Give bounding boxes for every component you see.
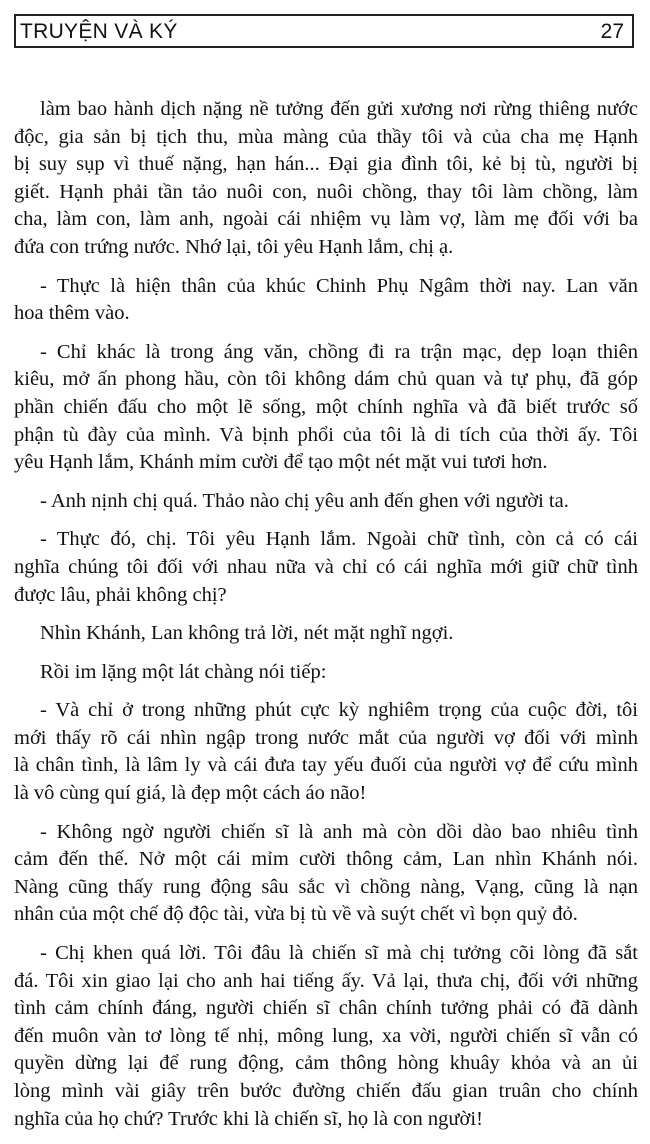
text-line: phận tù đày của mình. Và bịnh phổi của tôi là di tích của thời ấy. Tôi <box>14 423 638 446</box>
paragraph <box>14 697 638 807</box>
text-line: nhân của một chế độ độc tài, vừa bị tù về và suýt chết vì bọn quỷ đỏ. <box>14 903 578 926</box>
text-line: giết. Hạnh phải tần tảo nuôi con, nuôi chồng, thay tôi làm chồng, làm <box>14 180 638 203</box>
text-line: - Không ngờ người chiến sĩ là anh mà còn dồi dào bao nhiêu tình <box>40 820 638 843</box>
paragraph <box>14 96 638 262</box>
page-number: 27 <box>600 20 624 43</box>
text-line: làm bao hành dịch nặng nề tưởng đến gửi xương nơi rừng thiêng nước <box>40 98 638 120</box>
text-line: kiêu, mở ấn phong hầu, còn tôi không dám chủ quan và tự phụ, đã góp <box>14 368 638 391</box>
text-line: được lâu, phải không chị? <box>14 583 227 606</box>
text-line: mới thấy rõ cái nhìn ngập trong nước mắt của người vợ đối với mình <box>14 726 638 749</box>
text-line: nghĩa của họ chứ? Trước khi là chiến sĩ, họ là con người! <box>14 1107 483 1130</box>
text-line: bị suy sụp vì thuế nặng, hạn hán... Đại gia đình tôi, kẻ bị tù, người bị <box>14 153 638 176</box>
running-title: TRUYỆN VÀ KÝ <box>20 20 178 43</box>
text-line: nghĩa chúng tôi đối với nhau nữa và chỉ có cái nghĩa mới giữ chữ tình <box>14 555 638 578</box>
paragraph <box>14 488 638 516</box>
paragraph <box>14 819 638 929</box>
text-line: tình cảm chính đáng, người chiến sĩ chân chính tưởng phải có đã dành <box>14 997 638 1020</box>
text-line: - Thực là hiện thân của khúc Chinh Phụ Ngâm thời nay. Lan văn <box>40 274 638 297</box>
page-body <box>14 96 638 1144</box>
paragraph <box>14 339 638 477</box>
paragraph <box>14 940 638 1133</box>
text-line: Nàng cũng thấy rung động sâu sắc vì chồng nàng, Vạng, cũng là nạn <box>14 875 638 898</box>
text-line: - Chị khen quá lời. Tôi đâu là chiến sĩ mà chị tưởng cõi lòng đã sắt <box>40 942 638 965</box>
text-line: đá. Tôi xin giao lại cho anh hai tiếng ấy. Vả lại, thưa chị, đối với những <box>14 969 638 992</box>
paragraph <box>14 526 638 609</box>
text-line: hoa thêm vào. <box>14 302 130 325</box>
text-line: - Chỉ khác là trong áng văn, chồng đi ra trận mạc, dẹp loạn thiên <box>40 340 638 363</box>
text-line: là chân tình, là lâm ly và cái đưa tay yếu đuối của người vợ để cứu mình <box>14 754 638 777</box>
text-line: Rồi im lặng một lát chàng nói tiếp: <box>40 660 327 683</box>
text-line: - Và chỉ ở trong những phút cực kỳ nghiêm trọng của cuộc đời, tôi <box>40 699 638 722</box>
text-line: yêu Hạnh lắm, Khánh mỉm cười để tạo một nét mặt vui tươi hơn. <box>14 451 548 474</box>
text-line: đứa con trứng nước. Nhớ lại, tôi yêu Hạnh lắm, chị ạ. <box>14 235 454 258</box>
text-line: đến muôn vàn tơ lòng tế nhị, mông lung, xa vời, người chiến sĩ vẫn có <box>14 1024 638 1047</box>
paragraph <box>14 659 638 687</box>
text-line: lòng mình vài giây trên bước đường chiến đấu gian truân cho chính <box>14 1080 638 1102</box>
text-line: cha, làm con, làm anh, ngoài cái nhiệm vụ làm vợ, làm mẹ đối với ba <box>14 208 638 231</box>
text-line: quyền dừng lại để rung động, cảm thông hòng khuây khỏa và an ủi <box>14 1052 638 1075</box>
text-line: Nhìn Khánh, Lan không trả lời, nét mặt nghĩ ngợi. <box>40 622 454 645</box>
text-line: phần chiến đấu cho một lẽ sống, một chính nghĩa và đã biết trước số <box>14 395 638 418</box>
text-line: cảm đến thế. Nở một cái mỉm cười thông cảm, Lan nhìn Khánh nói. <box>14 848 638 871</box>
paragraph <box>14 620 638 648</box>
text-line: là vô cùng quí giá, là đẹp một cách áo não! <box>14 782 367 805</box>
paragraph <box>14 273 638 328</box>
text-line: - Anh nịnh chị quá. Thảo nào chị yêu anh đến ghen với người ta. <box>40 489 569 512</box>
running-header <box>14 14 634 48</box>
text-line: - Thực đó, chị. Tôi yêu Hạnh lắm. Ngoài chữ tình, còn cả có cái <box>40 528 638 551</box>
text-line: độc, gia sản bị tịch thu, mùa màng của thầy tôi và của cha mẹ Hạnh <box>14 125 638 148</box>
